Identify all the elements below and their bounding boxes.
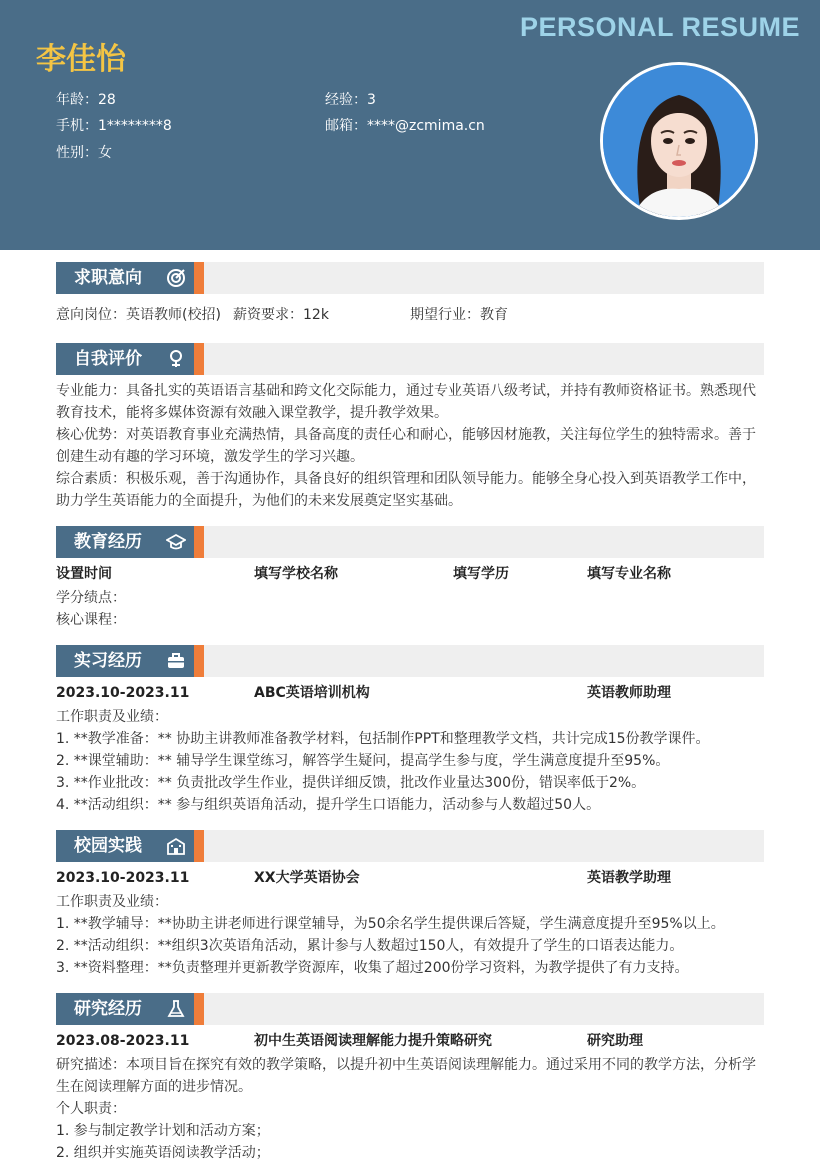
self-eval-line: 助力学生英语能力的全面提升，为他们的未来发展奠定坚实基础。	[56, 493, 462, 509]
section-title: 实习经历	[56, 645, 194, 677]
research-duties-label: 个人职责：	[56, 1101, 126, 1117]
award-icon	[166, 349, 186, 369]
intent-industry: 期望行业：教育	[410, 307, 508, 323]
target-icon	[166, 268, 186, 288]
briefcase-icon	[166, 651, 186, 671]
research-item: 2. 组织并实施英语阅读教学活动；	[56, 1145, 270, 1160]
education-row	[56, 563, 766, 585]
research-project: 初中生英语阅读理解能力提升策略研究	[254, 1033, 492, 1049]
self-eval-line: 综合素质：积极乐观，善于沟通协作，具备良好的组织管理和团队领导能力。能够全身心投入到英语教学工作中，	[56, 471, 756, 487]
gender-field: 性别：女	[56, 145, 112, 161]
age-field: 年龄：28	[56, 92, 116, 108]
education-gpa: 学分绩点：	[56, 590, 126, 606]
section-title: 研究经历	[56, 993, 194, 1025]
campus-role: 英语教学助理	[587, 870, 671, 886]
campus-item: 2. **活动组织：**组织3次英语角活动，累计参与人数超过150人，有效提升了学生的口语表达能力。	[56, 938, 684, 954]
education-time: 设置时间	[56, 566, 112, 582]
building-icon	[166, 836, 186, 856]
education-school: 填写学校名称	[254, 566, 338, 582]
section-title: 教育经历	[56, 526, 194, 558]
section-campus-practice	[56, 830, 764, 862]
email-field: 邮箱：****@zcmima.cn	[325, 118, 485, 134]
phone-field: 手机：1********8	[56, 118, 172, 134]
section-accent	[194, 262, 204, 294]
self-eval-line: 创建生动有趣的学习环境，激发学生的学习兴趣。	[56, 449, 364, 465]
campus-duties-label: 工作职责及业绩：	[56, 894, 168, 910]
section-accent	[194, 343, 204, 375]
section-accent	[194, 830, 204, 862]
research-row	[56, 1030, 766, 1052]
education-courses: 核心课程：	[56, 612, 126, 628]
intent-salary: 薪资要求：12k	[233, 307, 329, 323]
self-eval-line: 专业能力：具备扎实的英语语言基础和跨文化交际能力，通过专业英语八级考试，并持有教师资格证书。熟悉现代	[56, 383, 756, 399]
section-title: 自我评价	[56, 343, 194, 375]
internship-row	[56, 682, 766, 704]
section-job-intent	[56, 262, 764, 294]
campus-item: 1. **教学辅导：**协助主讲老师进行课堂辅导，为50余名学生提供课后答疑，学生满意度提升至95%以上。	[56, 916, 725, 932]
internship-date: 2023.10-2023.11	[56, 685, 190, 701]
section-self-evaluation	[56, 343, 764, 375]
campus-date: 2023.10-2023.11	[56, 870, 190, 886]
research-date: 2023.08-2023.11	[56, 1033, 190, 1049]
internship-org: ABC英语培训机构	[254, 685, 370, 701]
intent-position: 意向岗位：英语教师(校招)	[56, 307, 221, 323]
flask-icon	[166, 999, 186, 1019]
campus-item: 3. **资料整理：**负责整理并更新教学资源库，收集了超过200份学习资料，为教学提供了有力支持。	[56, 960, 689, 976]
internship-duties-label: 工作职责及业绩：	[56, 709, 168, 725]
education-degree: 填写学历	[453, 566, 509, 582]
campus-row	[56, 867, 766, 889]
section-internship	[56, 645, 764, 677]
self-eval-line: 核心优势：对英语教育事业充满热情，具备高度的责任心和耐心，能够因材施教，关注每位学生的独特需求。善于	[56, 427, 756, 443]
section-title: 求职意向	[56, 262, 194, 294]
campus-org: XX大学英语协会	[254, 870, 360, 886]
section-title: 校园实践	[56, 830, 194, 862]
resume-tag: PERSONAL RESUME	[519, 12, 800, 42]
section-research	[56, 993, 764, 1025]
resume-header	[0, 0, 820, 250]
internship-item: 4. **活动组织：** 参与组织英语角活动，提升学生口语能力，活动参与人数超过50人。	[56, 797, 601, 813]
internship-item: 2. **课堂辅助：** 辅导学生课堂练习，解答学生疑问，提高学生参与度，学生满意度提升至95%。	[56, 753, 670, 769]
section-accent	[194, 645, 204, 677]
internship-item: 3. **作业批改：** 负责批改学生作业，提供详细反馈，批改作业量达300份，错误率低于2%。	[56, 775, 646, 791]
section-education	[56, 526, 764, 558]
internship-item: 1. **教学准备：** 协助主讲教师准备教学材料，包括制作PPT和整理教学文档，共计完成15份教学课件。	[56, 731, 710, 747]
section-accent	[194, 993, 204, 1025]
candidate-name: 李佳怡	[36, 42, 126, 77]
profile-photo	[600, 62, 758, 220]
research-role: 研究助理	[587, 1033, 643, 1049]
internship-role: 英语教师助理	[587, 685, 671, 701]
section-accent	[194, 526, 204, 558]
education-major: 填写专业名称	[587, 566, 671, 582]
job-intent-row	[56, 304, 766, 326]
self-eval-line: 教育技术，能将多媒体资源有效融入课堂教学，提升教学效果。	[56, 405, 448, 421]
research-desc: 研究描述：本项目旨在探究有效的教学策略，以提升初中生英语阅读理解能力。通过采用不同的教学方法，分析学	[56, 1057, 756, 1073]
experience-field: 经验：3	[325, 92, 376, 108]
research-desc: 生在阅读理解方面的进步情况。	[56, 1079, 252, 1095]
graduation-cap-icon	[166, 532, 186, 552]
research-item: 1. 参与制定教学计划和活动方案；	[56, 1123, 270, 1139]
